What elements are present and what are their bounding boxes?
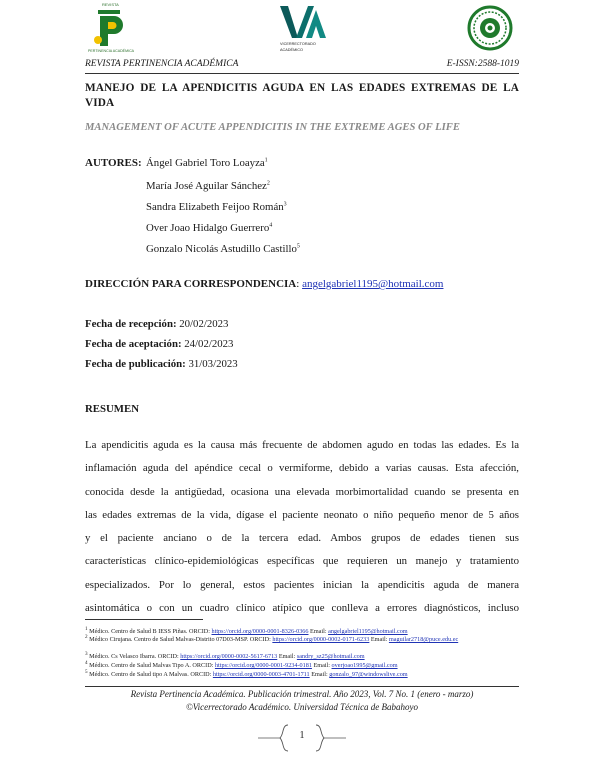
abstract-line: y el paciente anciano o de la tercera edad. Ambos grupos de edades tienen sus <box>85 532 519 545</box>
footnote-sup: 2 <box>85 634 88 640</box>
abstract-line: asintomática o con un cuadro clínico atípico que conlleva a errores diagnósticos, incluso <box>85 602 519 615</box>
footnote-sup: 1 <box>85 626 88 632</box>
issn: E-ISSN:2588-1019 <box>446 59 519 69</box>
author <box>146 157 268 169</box>
orcid-link[interactable]: https://orcid.org/0000-0001-9234-0181 <box>214 662 312 670</box>
date-value: 31/03/2023 <box>185 358 238 370</box>
correspondence <box>85 278 443 290</box>
author-name: María José Aguilar Sánchez <box>146 180 267 192</box>
date-published <box>85 358 238 370</box>
university-seal-icon <box>467 5 513 51</box>
author <box>146 243 300 255</box>
abstract-line: características clínico-epidemiológicas específicas que requieren un manejo y tratamiento <box>85 555 519 568</box>
date-label: Fecha de publicación: <box>85 358 186 370</box>
header-divider <box>85 73 519 74</box>
logo-caption: REVISTA <box>102 2 119 7</box>
footnote-sup: 5 <box>85 669 88 675</box>
footnote-text: Médico Cirujana. Centro de Salud Malvas-Distrito 07D03-MSP. ORCID: <box>87 636 273 644</box>
email-link[interactable]: angelgabriel1195@hotmail.com <box>328 628 408 636</box>
footnote-email-label: Email: <box>311 662 332 670</box>
abstract-line: La apendicitis aguda es la causa más frecuente de abdomen agudo en todas las edades. Es la <box>85 439 519 451</box>
footnote-email-label: Email: <box>277 653 297 661</box>
abstract-heading: RESUMEN <box>85 403 139 415</box>
footer-citation: Revista Pertinencia Académica. Publicación trimestral. Año 2023, Vol. 7 No. 1 (enero - marzo) <box>130 689 474 699</box>
logo-mid-line1: VICERRECTORADO <box>280 42 316 46</box>
author <box>146 180 270 192</box>
date-value: 24/02/2023 <box>181 338 234 350</box>
author-name: Over Joao Hidalgo Guerrero <box>146 222 270 234</box>
abstract-body <box>85 434 519 620</box>
footnote-text: Médico. Centro de Salud B IESS Piñas. ORCID: <box>87 628 212 636</box>
logo-mid-line2: ACADÉMICO <box>280 48 303 52</box>
footnote <box>85 634 525 644</box>
title-spanish: MANEJO DE LA APENDICITIS AGUDA EN LAS EDADES EXTREMAS DE LA VIDA <box>85 82 519 109</box>
date-accepted <box>85 338 233 350</box>
footnote-sup: 4 <box>85 660 88 666</box>
footer-copyright: ©Vicerrectorado Académico. Universidad Técnica de Babahoyo <box>185 702 419 712</box>
orcid-link[interactable]: https://orcid.org/0000-0001-8326-0366 <box>211 628 309 636</box>
author-name: Ángel Gabriel Toro Loayza <box>146 157 265 169</box>
footnote-email-label: Email: <box>308 628 329 636</box>
author-name: Sandra Elizabeth Feijoo Román <box>146 201 284 213</box>
journal-logo <box>88 2 135 53</box>
orcid-link[interactable]: https://orcid.org/0000-0002-0171-6233 <box>272 636 370 644</box>
journal-logo-icon <box>88 6 128 52</box>
email-link[interactable]: sandry_sz25@hotmail.com <box>296 653 365 661</box>
authors-label: AUTORES: <box>85 157 142 169</box>
author <box>146 201 287 213</box>
footnote-email-label: Email: <box>309 671 330 679</box>
author <box>146 222 272 234</box>
author-sup: 5 <box>296 243 300 250</box>
footnote-text: Médico. Centro de Salud Malvas Tipo A. ORCID: <box>87 662 215 670</box>
author-sup: 3 <box>283 201 287 208</box>
orcid-link[interactable]: https://orcid.org/0000-0003-4701-1711 <box>212 671 310 679</box>
university-seal <box>467 5 513 51</box>
correspondence-email-link[interactable]: angelgabriel1195@hotmail.com <box>302 278 444 290</box>
abstract-line: las edades extremas de la vida, dígase el paciente neonato o niño pequeño menor de 5 años <box>85 508 519 521</box>
footnote-sup: 3 <box>85 651 88 657</box>
author-sup: 2 <box>266 180 270 187</box>
author-name: Gonzalo Nicolás Astudillo Castillo <box>146 243 297 255</box>
abstract-line: inflamación aguda del apéndice cecal o vermiforme, debido a varias causas. Esta afección, <box>85 462 519 475</box>
journal-name: REVISTA PERTINENCIA ACADÉMICA <box>85 59 239 69</box>
page-number: 1 <box>299 730 305 741</box>
footer-divider <box>85 686 519 687</box>
va-monogram-icon <box>276 4 332 40</box>
footnote-divider <box>85 619 203 620</box>
abstract-line: conocida desde la antigüedad, ocasiona una elevada morbimortalidad cuando se presenta en <box>85 485 519 498</box>
date-label: Fecha de aceptación: <box>85 338 182 350</box>
date-label: Fecha de recepción: <box>85 318 177 330</box>
email-link[interactable]: overjoao1995@gmail.com <box>331 662 398 670</box>
author-sup: 1 <box>264 157 268 164</box>
footnote <box>85 669 525 679</box>
correspondence-sep: : <box>296 278 303 290</box>
email-link[interactable]: maguilar2718@pucе.edu.ec <box>388 636 459 644</box>
footnote-text: Médico. Centro de Salud tipo A Malvas. ORCID: <box>87 671 213 679</box>
vicerrectorado-logo <box>276 4 332 58</box>
date-value: 20/02/2023 <box>176 318 229 330</box>
abstract-line: especializados. Por lo general, estos pacientes inician la apendicitis aguda de manera <box>85 578 519 591</box>
logo-subtitle: PERTINENCIA ACADÉMICA <box>88 49 135 53</box>
footnote-text: Médico. Cs Velasco Ibarra. ORCID: <box>87 653 181 661</box>
author-sup: 4 <box>269 222 273 229</box>
title-english: MANAGEMENT OF ACUTE APPENDICITIS IN THE EXTREME AGES OF LIFE <box>85 122 460 133</box>
email-link[interactable]: gonzalo_97@windowslive.com <box>329 671 408 679</box>
footnote-email-label: Email: <box>369 636 389 644</box>
date-received <box>85 318 228 330</box>
orcid-link[interactable]: https://orcid.org/0000-0002-5617-6713 <box>180 653 278 661</box>
correspondence-label: DIRECCIÓN PARA CORRESPONDENCIA <box>85 278 297 290</box>
